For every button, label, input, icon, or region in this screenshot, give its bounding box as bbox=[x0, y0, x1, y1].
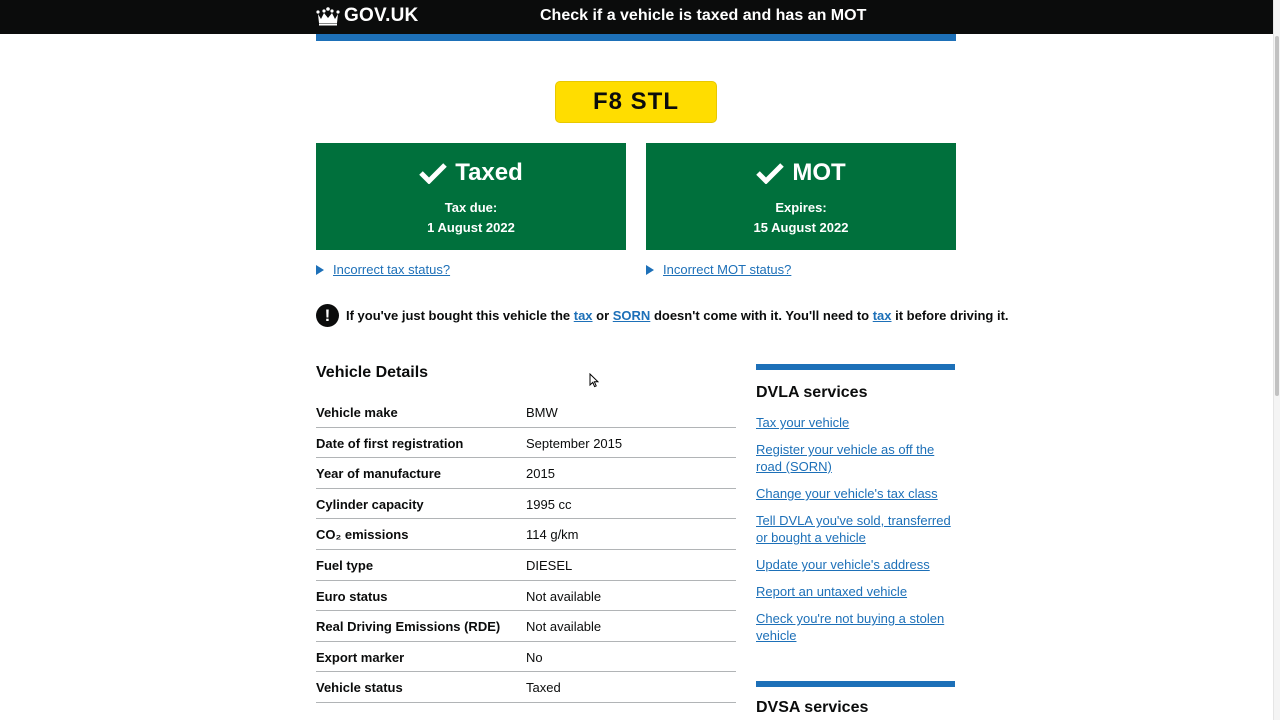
table-row bbox=[316, 489, 736, 520]
row-key: CO₂ emissions bbox=[316, 527, 409, 543]
triangle-right-icon bbox=[316, 265, 324, 275]
warning-text-part3: doesn't come with it. You'll need to bbox=[650, 308, 873, 323]
list-item bbox=[756, 441, 955, 475]
scrollbar-thumb[interactable] bbox=[1275, 36, 1279, 396]
list-item bbox=[756, 414, 955, 431]
dvla-services-panel bbox=[756, 364, 955, 654]
row-value: BMW bbox=[526, 405, 558, 420]
table-row bbox=[316, 519, 736, 550]
row-value: Not available bbox=[526, 588, 602, 604]
vehicle-details-table bbox=[316, 397, 736, 703]
table-row bbox=[316, 672, 736, 703]
row-key: Date of first registration bbox=[316, 435, 464, 451]
list-item bbox=[756, 610, 955, 644]
tax-link[interactable]: tax bbox=[573, 308, 593, 323]
change-tax-class-link[interactable]: Change your vehicle's tax class bbox=[756, 486, 938, 501]
update-address-link[interactable]: Update your vehicle's address bbox=[756, 557, 930, 572]
ownership-warning bbox=[316, 304, 1009, 327]
row-key: Euro status bbox=[316, 588, 388, 604]
tax-due-label: Tax due: bbox=[444, 200, 498, 215]
header-blue-bar bbox=[316, 34, 956, 41]
site-header bbox=[0, 0, 1280, 34]
table-row bbox=[316, 458, 736, 489]
mot-expiry-date: 15 August 2022 bbox=[753, 220, 849, 235]
warning-text-part4: it before driving it. bbox=[891, 308, 1009, 323]
warning-icon: ! bbox=[316, 304, 339, 327]
row-value: Taxed bbox=[526, 680, 561, 696]
incorrect-mot-details[interactable] bbox=[646, 262, 791, 277]
warning-text-part1: If you've just bought this vehicle the bbox=[346, 308, 574, 323]
row-key: Export marker bbox=[316, 649, 405, 665]
dvsa-services-title: DVSA services bbox=[756, 699, 869, 716]
tax-your-vehicle-link[interactable]: Tax your vehicle bbox=[756, 415, 850, 430]
govuk-logo-link[interactable] bbox=[316, 5, 418, 27]
row-value: DIESEL bbox=[526, 557, 573, 573]
mot-expires-label: Expires: bbox=[775, 200, 827, 215]
sorn-link[interactable]: SORN bbox=[612, 308, 651, 323]
check-stolen-link[interactable]: Check you're not buying a stolen vehicle bbox=[756, 611, 945, 643]
register-sorn-link[interactable]: Register your vehicle as off the road (SORN) bbox=[756, 442, 935, 474]
incorrect-tax-link[interactable]: Incorrect tax status? bbox=[333, 262, 451, 277]
mot-status-text: MOT bbox=[792, 159, 846, 186]
mot-status-card bbox=[646, 143, 956, 250]
row-value: 2015 bbox=[526, 466, 555, 482]
service-name-link[interactable]: Check if a vehicle is taxed and has an MOT bbox=[540, 7, 867, 24]
tax-status-heading bbox=[316, 160, 626, 186]
logo-text: GOV.UK bbox=[344, 5, 419, 26]
row-value: 1995 cc bbox=[526, 496, 572, 512]
tell-dvla-sold-link[interactable]: Tell DVLA you've sold, transferred or bought a vehicle bbox=[756, 513, 951, 545]
table-row bbox=[316, 428, 736, 459]
check-icon bbox=[419, 162, 447, 184]
row-key: Vehicle make bbox=[316, 405, 398, 420]
row-value: Not available bbox=[526, 619, 602, 635]
table-row bbox=[316, 581, 736, 612]
triangle-right-icon bbox=[646, 265, 654, 275]
dvsa-services-panel bbox=[756, 681, 955, 717]
vehicle-details-title: Vehicle Details bbox=[316, 364, 429, 381]
row-key: Year of manufacture bbox=[316, 466, 441, 482]
row-key: Real Driving Emissions (RDE) bbox=[316, 619, 501, 635]
mot-status-heading bbox=[646, 160, 956, 186]
crown-icon bbox=[316, 6, 340, 26]
panel-top-bar bbox=[756, 681, 955, 687]
incorrect-mot-link[interactable]: Incorrect MOT status? bbox=[663, 262, 792, 277]
list-item bbox=[756, 512, 955, 546]
row-key: Fuel type bbox=[316, 557, 374, 573]
dvla-services-list bbox=[756, 414, 955, 644]
header-container bbox=[316, 0, 956, 34]
row-value: 114 g/km bbox=[526, 527, 579, 543]
row-key: Cylinder capacity bbox=[316, 496, 424, 512]
table-row bbox=[316, 397, 736, 428]
row-key: Vehicle status bbox=[316, 680, 403, 696]
warning-text bbox=[346, 308, 1009, 323]
list-item bbox=[756, 556, 955, 573]
warning-text-part2: or bbox=[592, 308, 613, 323]
list-item bbox=[756, 583, 955, 600]
tax-status-text: Taxed bbox=[455, 159, 523, 186]
tax-status-card bbox=[316, 143, 626, 250]
tax-link-2[interactable]: tax bbox=[872, 308, 892, 323]
table-row bbox=[316, 642, 736, 673]
page-scrollbar[interactable] bbox=[1273, 0, 1280, 720]
dvla-services-title: DVLA services bbox=[756, 384, 868, 401]
row-value: No bbox=[526, 649, 543, 665]
report-untaxed-link[interactable]: Report an untaxed vehicle bbox=[756, 584, 908, 599]
check-icon bbox=[756, 162, 784, 184]
table-row bbox=[316, 550, 736, 581]
incorrect-tax-details[interactable] bbox=[316, 262, 450, 277]
row-value: September 2015 bbox=[526, 435, 623, 451]
list-item bbox=[756, 485, 955, 502]
registration-plate: F8 STL bbox=[555, 81, 717, 123]
mouse-cursor-icon bbox=[589, 373, 599, 388]
table-row bbox=[316, 611, 736, 642]
tax-due-date: 1 August 2022 bbox=[427, 220, 515, 235]
panel-top-bar bbox=[756, 364, 955, 370]
